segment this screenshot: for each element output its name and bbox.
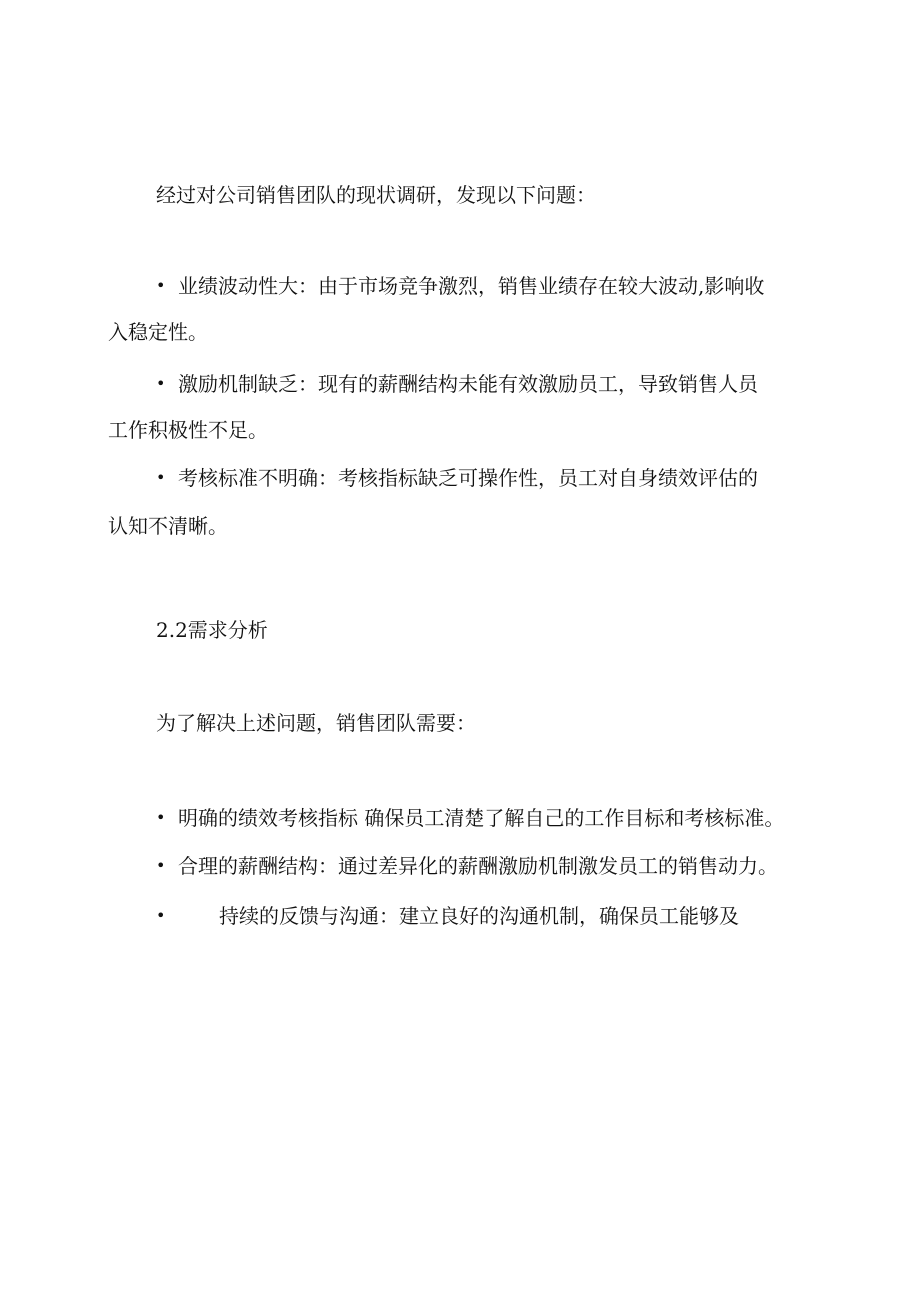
need-2: 合理的薪酬结构：通过差异化的薪酬激励机制激发员工的销售动力。	[178, 854, 778, 878]
needs-intro-paragraph: 为了解决上述问题，销售团队需要：	[156, 711, 476, 735]
bullet-marker: •	[156, 276, 166, 295]
issue-3-line-1: 考核标准不明确：考核指标缺乏可操作性，员工对自身绩效评估的	[178, 466, 758, 490]
issue-3-line-2: 认知不清晰。	[108, 514, 228, 538]
issue-2-line-1: 激励机制缺乏：现有的薪酬结构未能有效激励员工，导致销售人员	[178, 372, 758, 396]
intro-paragraph: 经过对公司销售团队的现状调研，发现以下问题：	[156, 183, 596, 207]
bullet-marker: •	[156, 906, 166, 925]
issue-1-line-2: 入稳定性。	[108, 320, 208, 344]
need-3: 持续的反馈与沟通：建立良好的沟通机制，确保员工能够及	[219, 904, 739, 928]
bullet-marker: •	[156, 856, 166, 875]
bullet-marker: •	[156, 374, 166, 393]
bullet-marker: •	[156, 808, 166, 827]
need-1: 明确的绩效考核指标 确保员工清楚了解自己的工作目标和考核标准。	[178, 806, 785, 830]
issue-2-line-2: 工作积极性不足。	[108, 418, 268, 442]
issue-1-line-1: 业绩波动性大：由于市场竞争激烈，销售业绩存在较大波动,影响收	[178, 274, 765, 298]
section-heading: 2.2需求分析	[156, 618, 268, 642]
bullet-marker: •	[156, 468, 166, 487]
